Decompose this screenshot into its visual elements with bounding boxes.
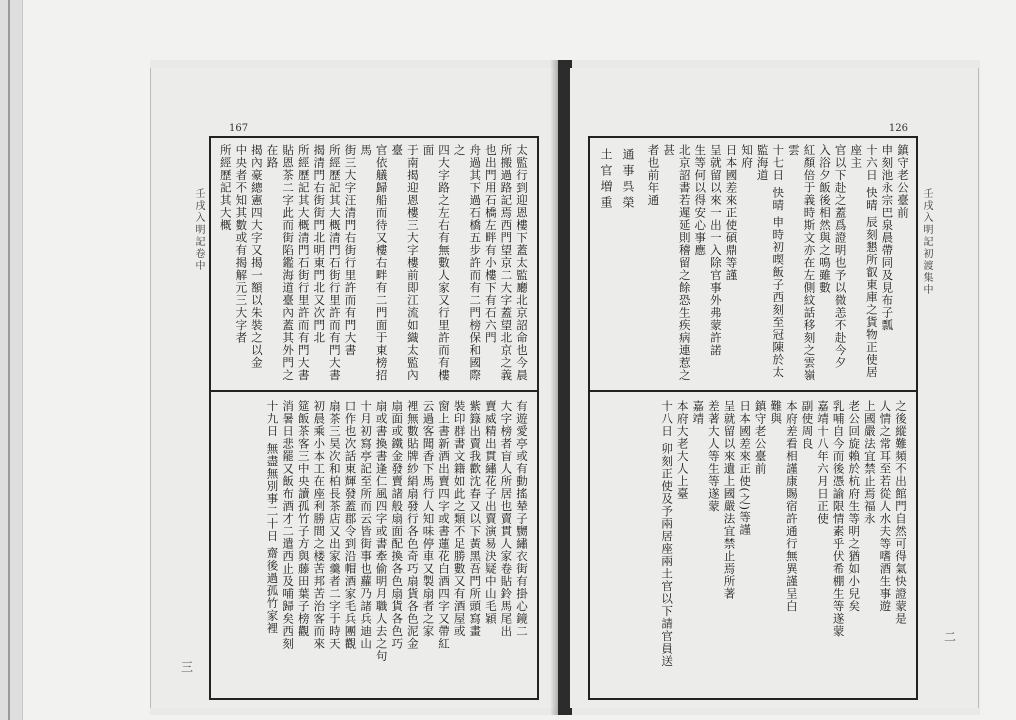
left-upper-text: 太監行到迎恩樓下蓋太監廳北京詔命也今晨 所搬過路記焉西門望京二大字蓋望北京之義 也出門用石橋左畔有小樓下有石六門 舟過其下過石橋五步許而有二門榜保和國際之 四大字路之左右有無數人家又行里許而有樓面 于南揭迎恩樓三大字樓前即江流如織太監內臺 官依艤歸船而待又樓右畔有二門面于東榜招馬 街三大字汪清門右街行里許而有門大書 所經歷記其大概清門石街行里許而有門大書 揭清門右街街門北明東門北又次門北 所經歷記其大概清門石街行里許而有門大書 貼恩茶二字此而街陷鑑海道臺內蓋其外門之在路 揭內豪總憲四大字又揭一額以朱裝之以金 中央者不知其數或有揭解元三大字者 所經歷記其大概 (218, 144, 529, 382)
left-text-frame (209, 136, 539, 700)
right-text-frame (588, 136, 918, 700)
right-frame-divider (590, 390, 916, 392)
left-frame-divider (211, 390, 537, 392)
left-lower-text: 有遊愛亭或有動搖辇子嬲繡衣街有掛心鏡二 大字榜者盲人所居也賣貫人家卷貼鈴馬尾出 賣威精出貫繡花子出賣演易決疑中山毛穎 紫籙出賣我歡沈春又以下黃黑吾門所頭寫畫 裝印群書文籍如此之類不足勝數又有酒屋或 窗上書新酒出賣四字或書蓮花白酒四字又帶紅 云過客聞香下馬行人知味停車又製扇者之家 裡無數貼牌紗絹扇發行各色奇巧扇貨各色泥金 扇面或鐵金發賣諸般扇面配換各色扇貨各色巧 扇或書換書逢仁風四字或書牽偷明月職人去之句 十月初寫亭記至所而云皆街事也蘿乃諸兵迪山 口作也次話東輝發蓋郡令到沿帽酒家毛兵團觀 扇茶三昊次和柏長茶店又出家羹者二字于時天 初晨乘小本工在座利勝間之楼苦邦苦治客而來 筵飯茶客三中央讀孤竹子方與藤田葉子榜觀 消暑日悲罷又飯布酒才二遣西止及哺歸矣西刻 十九日 無盡無別事二十日 齋後過孤竹家裡 (265, 400, 529, 663)
left-page (150, 68, 561, 708)
right-page (570, 68, 979, 708)
official-title: 土官増重 (599, 148, 613, 212)
left-running-head: 壬戌入明記卷中 (193, 188, 204, 272)
right-upper-text: 鎮守老公臺前 申刻池永宗巴泉晨帶同及見布子瓢 十六日 快晴 辰刻懇所叡東庫之貨物正使居座主 官以下赴之蓋爲證明也予以微恙不赴今夕 入浴夕飯後相然與之鳴雖數 紅顏倍于義時斯文亦在左側紋話移刻之雲嶺雲 十七日 快晴 申時初喫飯子西刻至冠陳於太監海道 知府 日本國差來正使碩鼎等謹 呈就留以來一出一入除官事外弗蒙許諾 生等何以得安心事應 北京詔書若遲延則稽留之餘恐生疾病連惹之甚 者也前年通 (646, 144, 910, 382)
right-running-head: 壬戌入明記初渡集中 (921, 188, 932, 296)
left-page-number: 167 (229, 123, 249, 134)
scanner-edge (0, 0, 23, 720)
left-folio-marker: 三 (181, 660, 194, 674)
right-lower-text: 之後縱難頻不出館門自然可得氣快證蒙是 人情之常耳至若從人水夫等嗜酒生事遊 上國嚴法宜禁止焉福永 老公回旋賴於杭府生等明之猶如小兒矣 乳哺自今而後憑諭限情素乎伏希棚生等遂蒙 嘉靖十八年六月日正使 副使周良 本府差看相謹康賜宿許通行無異謹呈白 難與 鎮守老公臺前 日本國差來正使(之)等謹 呈就留以來遺上國嚴法宜禁止焉所著 差著大人等生等遂蒙 嘉靖 本府大老大人上臺 十八日 卯刻正使及予兩居座兩土官以下請官員送 (660, 400, 908, 668)
right-page-number: 126 (888, 123, 908, 134)
interpreter-name: 通事呉榮 (621, 148, 635, 212)
spine-shadow (550, 60, 558, 715)
book-spread (150, 60, 980, 715)
scanner-edge-line (8, 0, 10, 720)
right-folio-marker: 二 (943, 630, 956, 644)
